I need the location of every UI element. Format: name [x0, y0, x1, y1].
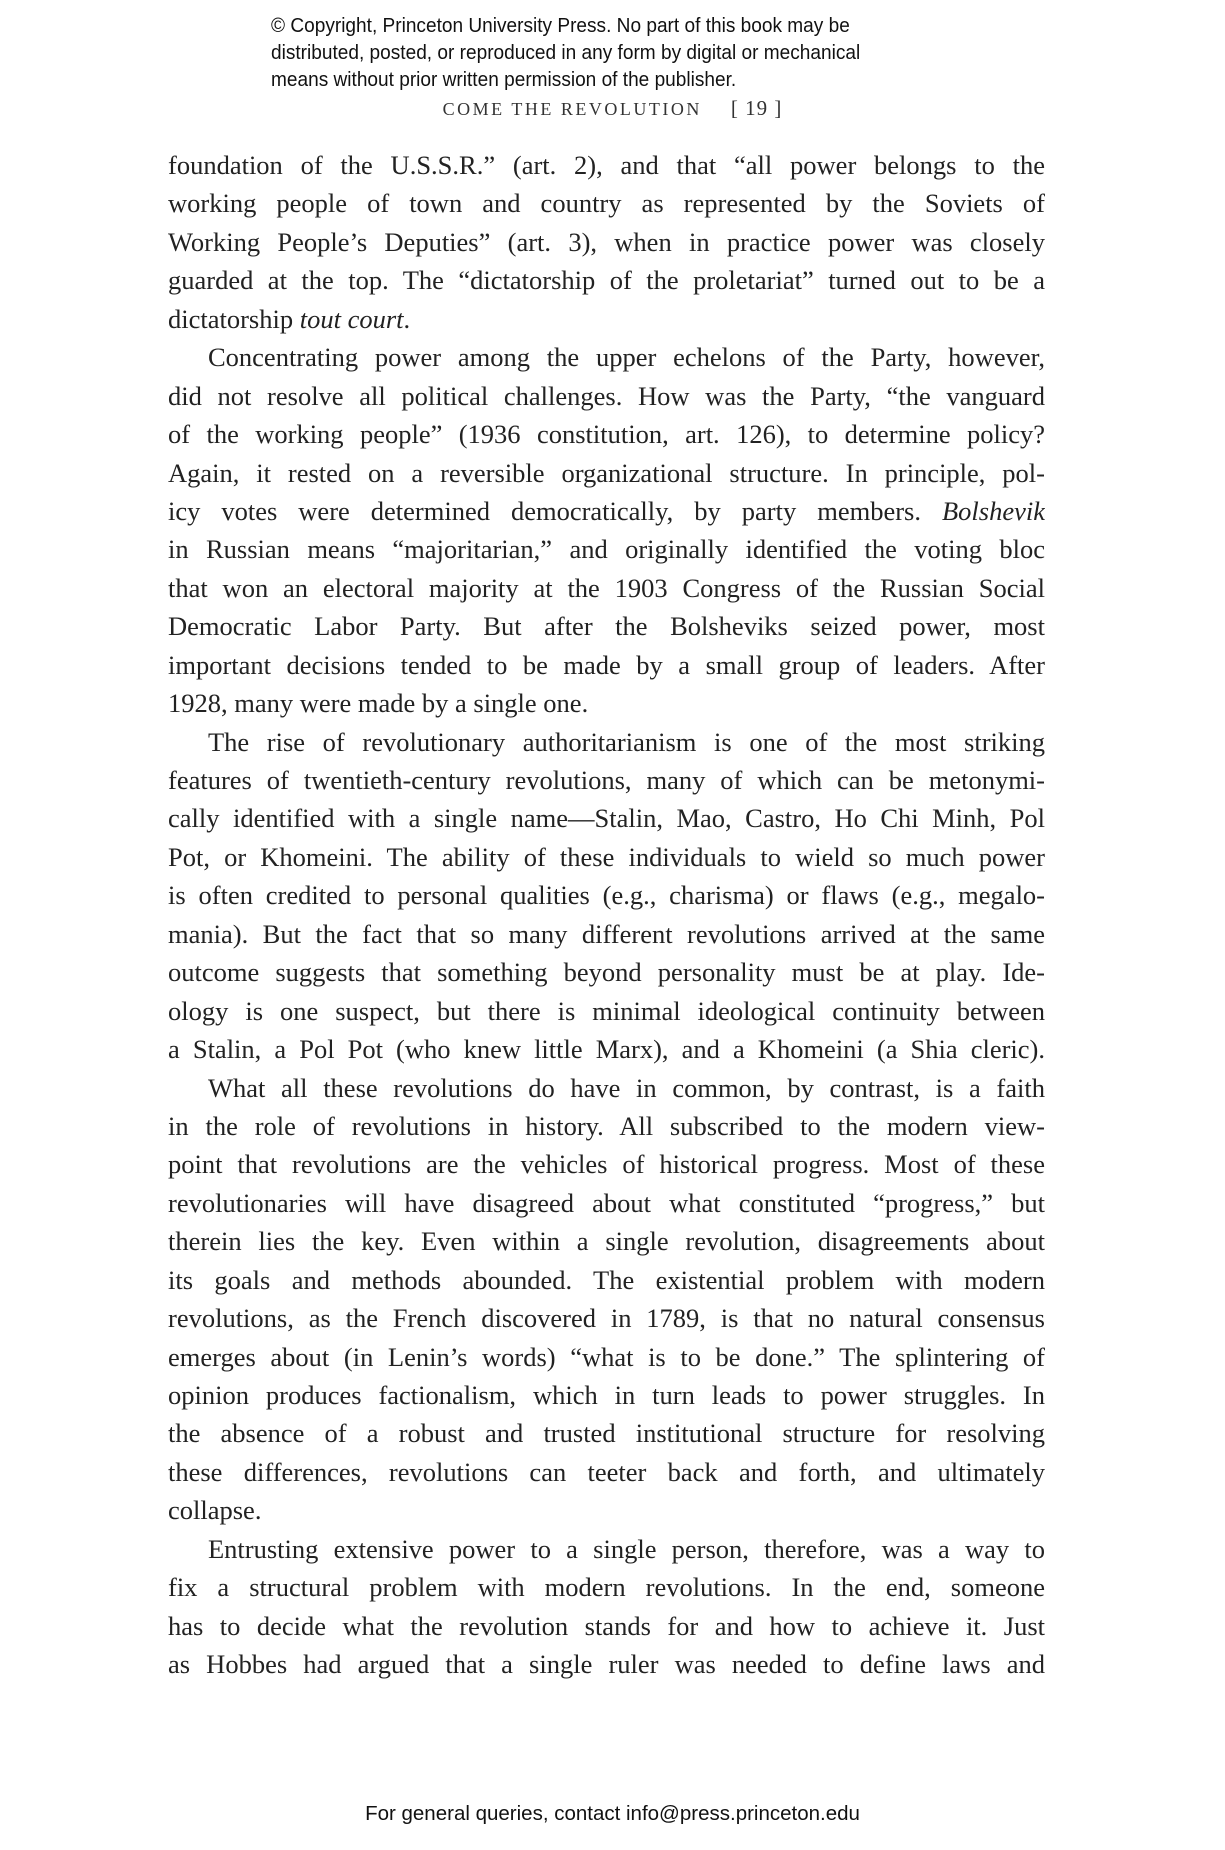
contact-footer: For general queries, contact info@press.princeton.edu	[365, 1802, 860, 1825]
text-segment: collapse.	[168, 1495, 262, 1526]
text-line	[168, 684, 1045, 722]
text-segment: revolutionaries will have disagreed about what constituted “progress,” but	[168, 1187, 1045, 1218]
text-segment: in the role of revolutions in history. All subscribed to the modern view-	[168, 1110, 1045, 1141]
text-segment: cally identified with a single name—Stalin, Mao, Castro, Ho Chi Minh, Pol	[168, 803, 1045, 834]
copyright-line: © Copyright, Princeton University Press. No part of this book may be	[271, 14, 850, 37]
text-segment: foundation of the U.S.S.R.” (art. 2), and that “all power belongs to the	[168, 150, 1045, 180]
text-segment: as Hobbes had argued that a single ruler was needed to define laws and	[168, 1649, 1045, 1680]
text-segment: revolutions, as the French discovered in 1789, is that no natural consensus	[168, 1303, 1045, 1334]
text-line	[168, 607, 1045, 645]
text-line	[168, 1338, 1045, 1376]
text-line	[168, 723, 1045, 761]
text-segment: fix a structural problem with modern revolutions. In the end, someone	[168, 1572, 1045, 1603]
text-line	[168, 569, 1045, 607]
text-line	[168, 377, 1045, 415]
text-line	[168, 646, 1045, 684]
text-segment: icy votes were determined democratically, by party members.	[168, 495, 942, 526]
text-segment: .	[403, 303, 411, 334]
text-line	[168, 761, 1045, 799]
text-line	[168, 799, 1045, 837]
text-segment: is often credited to personal qualities (e.g., charisma) or flaws (e.g., megalo-	[168, 880, 1045, 911]
text-line	[168, 1145, 1045, 1183]
text-segment: of the working people” (1936 constitution, art. 126), to determine policy?	[168, 419, 1045, 450]
text-segment: ology is one suspect, but there is minimal ideological continuity between	[168, 995, 1045, 1026]
text-segment: opinion produces factionalism, which in turn leads to power struggles. In	[168, 1380, 1045, 1410]
text-segment: has to decide what the revolution stands for and how to achieve it. Just	[168, 1610, 1045, 1641]
text-line	[168, 1261, 1045, 1299]
copyright-notice	[271, 12, 860, 93]
chapter-title: COME THE REVOLUTION	[442, 99, 702, 119]
text-line	[168, 1069, 1045, 1107]
text-segment: Working People’s Deputies” (art. 3), when in practice power was closely	[168, 226, 1045, 257]
italic-text: tout court	[299, 303, 404, 334]
text-line	[168, 492, 1045, 530]
italic-text: Bolshevik	[941, 495, 1045, 526]
text-segment: in Russian means “majoritarian,” and originally identified the voting bloc	[168, 534, 1045, 565]
body-text	[168, 146, 1045, 1684]
page-number: [ 19 ]	[730, 96, 783, 120]
text-segment: point that revolutions are the vehicles of historical progress. Most of these	[168, 1149, 1045, 1180]
text-line	[168, 1645, 1045, 1683]
text-segment: a Stalin, a Pol Pot (who knew little Marx), and a Khomeini (a Shia cleric).	[168, 1034, 1045, 1065]
text-segment: important decisions tended to be made by a small group of leaders. After	[168, 649, 1045, 680]
text-line	[168, 876, 1045, 914]
text-segment: working people of town and country as represented by the Soviets of	[168, 188, 1045, 219]
text-line	[168, 300, 1045, 338]
text-line	[168, 146, 1045, 184]
text-line	[168, 1414, 1045, 1452]
text-segment: What all these revolutions do have in common, by contrast, is a faith	[208, 1072, 1045, 1103]
text-segment: therein lies the key. Even within a single revolution, disagreements about	[168, 1226, 1045, 1257]
text-segment: Pot, or Khomeini. The ability of these individuals to wield so much power	[168, 841, 1045, 872]
text-segment: these differences, revolutions can teeter back and forth, and ultimately	[168, 1456, 1045, 1487]
running-head	[0, 96, 1225, 121]
text-line	[168, 1376, 1045, 1414]
text-segment: did not resolve all political challenges. How was the Party, “the vanguard	[168, 380, 1045, 411]
text-segment: mania). But the fact that so many different revolutions arrived at the same	[168, 918, 1045, 949]
text-segment: emerges about (in Lenin’s words) “what is to be done.” The splintering of	[168, 1341, 1045, 1372]
text-segment: Entrusting extensive power to a single person, therefore, was a way to	[208, 1533, 1045, 1564]
text-segment: that won an electoral majority at the 1903 Congress of the Russian Social	[168, 572, 1045, 603]
text-segment: its goals and methods abounded. The existential problem with modern	[168, 1264, 1045, 1295]
text-line	[168, 1107, 1045, 1145]
text-segment: outcome suggests that something beyond personality must be at play. Ide-	[168, 957, 1045, 988]
copyright-line: means without prior written permission of the publisher.	[271, 68, 737, 91]
text-line	[168, 992, 1045, 1030]
text-line	[168, 1491, 1045, 1529]
text-segment: the absence of a robust and trusted institutional structure for resolving	[168, 1418, 1045, 1449]
text-line	[168, 1453, 1045, 1491]
text-line	[168, 1299, 1045, 1337]
text-line	[168, 1607, 1045, 1645]
text-segment: 1928, many were made by a single one.	[168, 688, 589, 719]
text-line	[168, 1568, 1045, 1606]
text-line	[168, 454, 1045, 492]
text-segment: dictatorship	[168, 303, 300, 334]
text-line	[168, 415, 1045, 453]
text-line	[168, 1222, 1045, 1260]
text-segment: Democratic Labor Party. But after the Bolsheviks seized power, most	[168, 611, 1045, 642]
text-line	[168, 261, 1045, 299]
text-line	[168, 184, 1045, 222]
text-segment: features of twentieth-century revolutions, many of which can be metonymi-	[168, 765, 1045, 795]
text-line	[168, 223, 1045, 261]
text-line	[168, 953, 1045, 991]
text-line	[168, 838, 1045, 876]
text-line	[168, 1530, 1045, 1568]
text-line	[168, 530, 1045, 568]
text-line	[168, 915, 1045, 953]
text-line	[168, 1184, 1045, 1222]
text-line	[168, 1030, 1045, 1068]
text-segment: guarded at the top. The “dictatorship of the proletariat” turned out to be a	[168, 265, 1045, 296]
text-segment: The rise of revolutionary authoritarianism is one of the most striking	[208, 726, 1045, 757]
text-segment: Concentrating power among the upper echelons of the Party, however,	[208, 342, 1045, 373]
copyright-line: distributed, posted, or reproduced in any form by digital or mechanical	[271, 41, 861, 64]
text-segment: Again, it rested on a reversible organizational structure. In principle, pol-	[168, 457, 1045, 488]
text-line	[168, 338, 1045, 376]
